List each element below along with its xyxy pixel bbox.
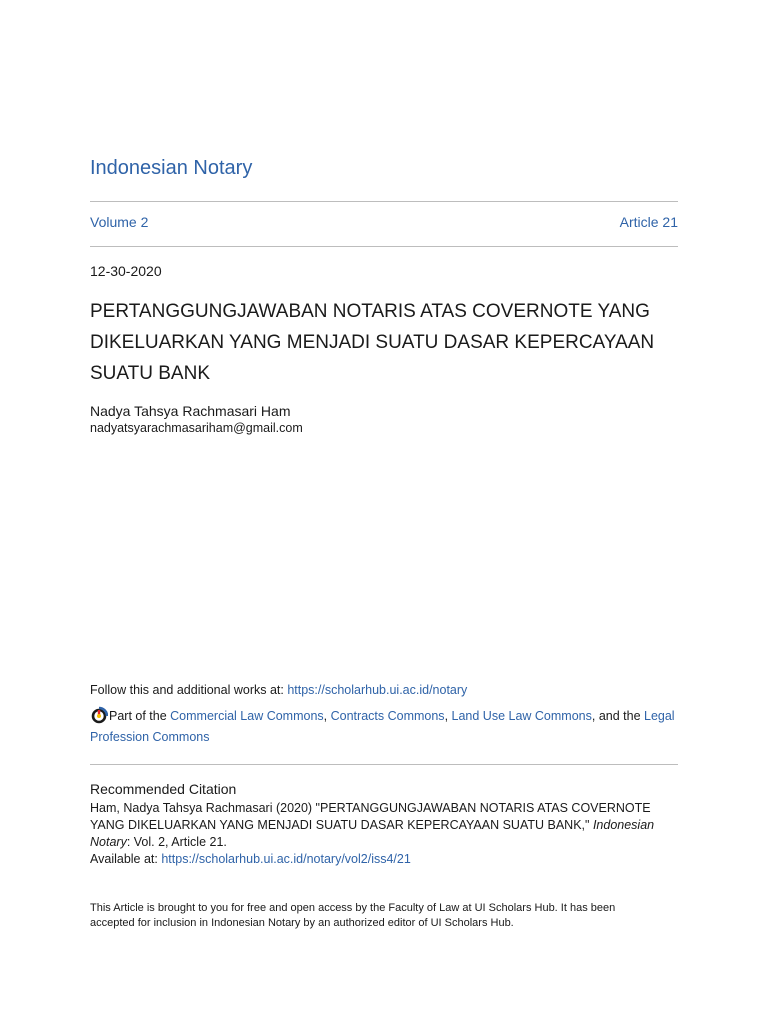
citation-volume: : Vol. 2, Article 21. (126, 835, 227, 849)
article-title-line: PERTANGGUNGJAWABAN NOTARIS ATAS COVERNOTE YANG (90, 301, 650, 322)
separator: , (444, 709, 452, 723)
citation-divider (90, 764, 678, 765)
volume-link[interactable]: Volume 2 (90, 214, 149, 230)
available-prefix: Available at: (90, 852, 162, 866)
part-of-prefix: Part of the (109, 709, 171, 723)
citation-body: Ham, Nadya Tahsya Rachmasari (2020) "PERTANGGUNGJAWABAN NOTARIS ATAS COVERNOTE YANG DIKELUARKAN YANG MENJADI SUATU DASAR KEPERCAYAAN SUATU BANK," (90, 801, 651, 832)
article-url-link[interactable]: https://scholarhub.ui.ac.id/notary/vol2/iss4/21 (161, 852, 411, 866)
citation-text (90, 800, 680, 851)
land-use-law-commons-link[interactable]: Land Use Law Commons (451, 709, 592, 723)
article-title-line: SUATU BANK (90, 363, 211, 384)
article-number-link[interactable]: Article 21 (619, 214, 678, 230)
legal-profession-commons-link[interactable]: Legal Profession Commons (90, 709, 675, 744)
author-name: Nadya Tahsya Rachmasari Ham (90, 403, 291, 419)
available-at-line (90, 852, 411, 866)
publication-date: 12-30-2020 (90, 263, 162, 279)
author-email: nadyatsyarachmasariham@gmail.com (90, 421, 303, 435)
follow-line (90, 683, 467, 697)
citation-journal: Indonesian Notary (90, 818, 655, 849)
issue-divider (90, 246, 678, 247)
commercial-law-commons-link[interactable]: Commercial Law Commons (170, 709, 324, 723)
contracts-commons-link[interactable]: Contracts Commons (330, 709, 445, 723)
separator: , and the (591, 709, 644, 723)
recommended-citation-heading: Recommended Citation (90, 781, 237, 797)
follow-prefix: Follow this and additional works at: (90, 683, 288, 697)
journal-title-link[interactable]: Indonesian Notary (90, 157, 253, 179)
issue-row (90, 214, 678, 230)
part-of-line (90, 706, 682, 748)
article-title (90, 296, 680, 389)
separator: , (323, 709, 331, 723)
article-title-line: DIKELUARKAN YANG MENJADI SUATU DASAR KEPERCAYAAN (90, 332, 655, 353)
open-access-icon (90, 706, 108, 724)
footer-note: This Article is brought to you for free and open access by the Faculty of Law at UI Scholars Hub. It has been accepted for inclusion in Indonesian Notary by an authorized editor of UI Scholars Hub. (90, 902, 616, 929)
follow-url-link[interactable]: https://scholarhub.ui.ac.id/notary (287, 683, 468, 697)
top-divider (90, 201, 678, 202)
